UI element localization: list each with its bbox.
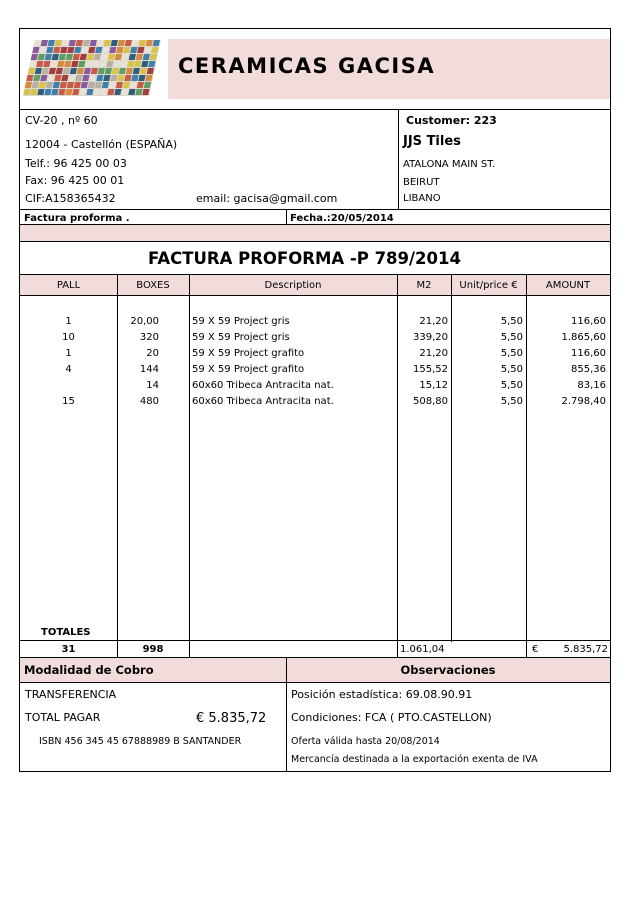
cell-m2: 155,52 bbox=[413, 364, 448, 375]
total-amount: 5.835,72 bbox=[563, 644, 608, 655]
cell-amount: 855,36 bbox=[571, 364, 606, 375]
cell-description: 59 X 59 Project gris bbox=[192, 316, 290, 327]
invoice-document bbox=[19, 28, 611, 772]
totals-label: TOTALES bbox=[41, 627, 91, 638]
total-pay-label: TOTAL PAGAR bbox=[25, 711, 101, 724]
cell-boxes: 320 bbox=[139, 332, 159, 343]
cell-amount: 116,60 bbox=[571, 316, 606, 327]
company-name-banner bbox=[168, 39, 610, 99]
total-boxes: 998 bbox=[142, 644, 164, 655]
document-type: Factura proforma . bbox=[24, 213, 130, 224]
company-phone: Telf.: 96 425 00 03 bbox=[25, 157, 127, 170]
mosaic-tile bbox=[144, 82, 151, 88]
cell-pall: 1 bbox=[65, 348, 72, 359]
cell-unit-price: 5,50 bbox=[500, 380, 523, 391]
cell-boxes: 144 bbox=[139, 364, 159, 375]
observation-conditions: Condiciones: FCA ( PTO.CASTELLON) bbox=[291, 711, 492, 724]
invoice-date: Fecha.:20/05/2014 bbox=[290, 213, 394, 224]
bank-details: ISBN 456 345 45 67888989 B SANTANDER bbox=[39, 736, 242, 747]
column-header-description: Description bbox=[264, 280, 322, 291]
payment-header: Modalidad de Cobro bbox=[24, 663, 154, 677]
cell-description: 59 X 59 Project gris bbox=[192, 332, 290, 343]
observation-offer-validity: Oferta válida hasta 20/08/2014 bbox=[291, 736, 440, 747]
cell-pall: 4 bbox=[65, 364, 72, 375]
cell-boxes: 14 bbox=[146, 380, 159, 391]
cell-unit-price: 5,50 bbox=[500, 396, 523, 407]
column-header-m2: M2 bbox=[416, 280, 432, 291]
cell-m2: 339,20 bbox=[413, 332, 448, 343]
cell-boxes: 20,00 bbox=[130, 316, 159, 327]
payment-method: TRANSFERENCIA bbox=[25, 688, 117, 701]
spacer-band bbox=[20, 225, 610, 241]
total-pall: 31 bbox=[61, 644, 76, 655]
customer-country: LIBANO bbox=[403, 193, 441, 204]
cell-m2: 508,80 bbox=[413, 396, 448, 407]
cell-m2: 21,20 bbox=[419, 348, 448, 359]
cell-unit-price: 5,50 bbox=[500, 348, 523, 359]
cell-boxes: 20 bbox=[146, 348, 159, 359]
cell-pall: 15 bbox=[62, 396, 75, 407]
company-cif: CIF:A158365432 bbox=[25, 192, 116, 205]
cell-unit-price: 5,50 bbox=[500, 332, 523, 343]
invoice-title: FACTURA PROFORMA -P 789/2014 bbox=[148, 249, 461, 268]
cell-unit-price: 5,50 bbox=[500, 316, 523, 327]
cell-description: 59 X 59 Project grafito bbox=[192, 364, 305, 375]
mosaic-tile bbox=[153, 40, 160, 46]
observation-export-note: Mercancía destinada a la exportación exenta de IVA bbox=[291, 754, 538, 765]
company-address-line1: CV-20 , nº 60 bbox=[25, 114, 98, 127]
cell-amount: 116,60 bbox=[571, 348, 606, 359]
mosaic-tile bbox=[147, 68, 154, 74]
company-fax: Fax: 96 425 00 01 bbox=[25, 174, 125, 187]
total-pay-value: € 5.835,72 bbox=[196, 711, 267, 726]
cell-description: 59 X 59 Project grafito bbox=[192, 348, 305, 359]
mosaic-tile bbox=[145, 75, 152, 81]
observations-header: Observaciones bbox=[400, 663, 496, 677]
cell-amount: 1.865,60 bbox=[561, 332, 606, 343]
cell-pall: 10 bbox=[62, 332, 75, 343]
cell-m2: 15,12 bbox=[419, 380, 448, 391]
observation-statistical-position: Posición estadística: 69.08.90.91 bbox=[291, 688, 473, 701]
total-m2: 1.061,04 bbox=[400, 644, 445, 655]
cell-unit-price: 5,50 bbox=[500, 364, 523, 375]
cell-description: 60x60 Tribeca Antracita nat. bbox=[192, 380, 334, 391]
customer-city: BEIRUT bbox=[403, 177, 440, 188]
customer-number: Customer: 223 bbox=[406, 114, 497, 127]
column-header-unit-price: Unit/price € bbox=[459, 280, 518, 291]
company-name: CERAMICAS GACISA bbox=[178, 54, 436, 78]
tile-mosaic-image bbox=[23, 40, 161, 96]
customer-name: JJS Tiles bbox=[403, 134, 461, 149]
mosaic-tile bbox=[150, 54, 157, 60]
total-currency: € bbox=[532, 644, 539, 655]
company-email[interactable]: email: gacisa@gmail.com bbox=[196, 192, 338, 205]
cell-m2: 21,20 bbox=[419, 316, 448, 327]
mosaic-tile bbox=[151, 47, 158, 53]
column-header-pall: PALL bbox=[56, 280, 81, 291]
cell-pall: 1 bbox=[65, 316, 72, 327]
cell-description: 60x60 Tribeca Antracita nat. bbox=[192, 396, 334, 407]
company-address-line2: 12004 - Castellón (ESPAÑA) bbox=[25, 138, 178, 151]
cell-boxes: 480 bbox=[139, 396, 159, 407]
column-header-boxes: BOXES bbox=[136, 280, 170, 291]
mosaic-tile bbox=[148, 61, 155, 67]
mosaic-tile bbox=[142, 89, 149, 95]
column-header-amount: AMOUNT bbox=[545, 280, 591, 291]
customer-address: ATALONA MAIN ST. bbox=[403, 159, 496, 170]
cell-amount: 83,16 bbox=[577, 380, 606, 391]
logo-image bbox=[21, 30, 166, 109]
cell-amount: 2.798,40 bbox=[561, 396, 606, 407]
